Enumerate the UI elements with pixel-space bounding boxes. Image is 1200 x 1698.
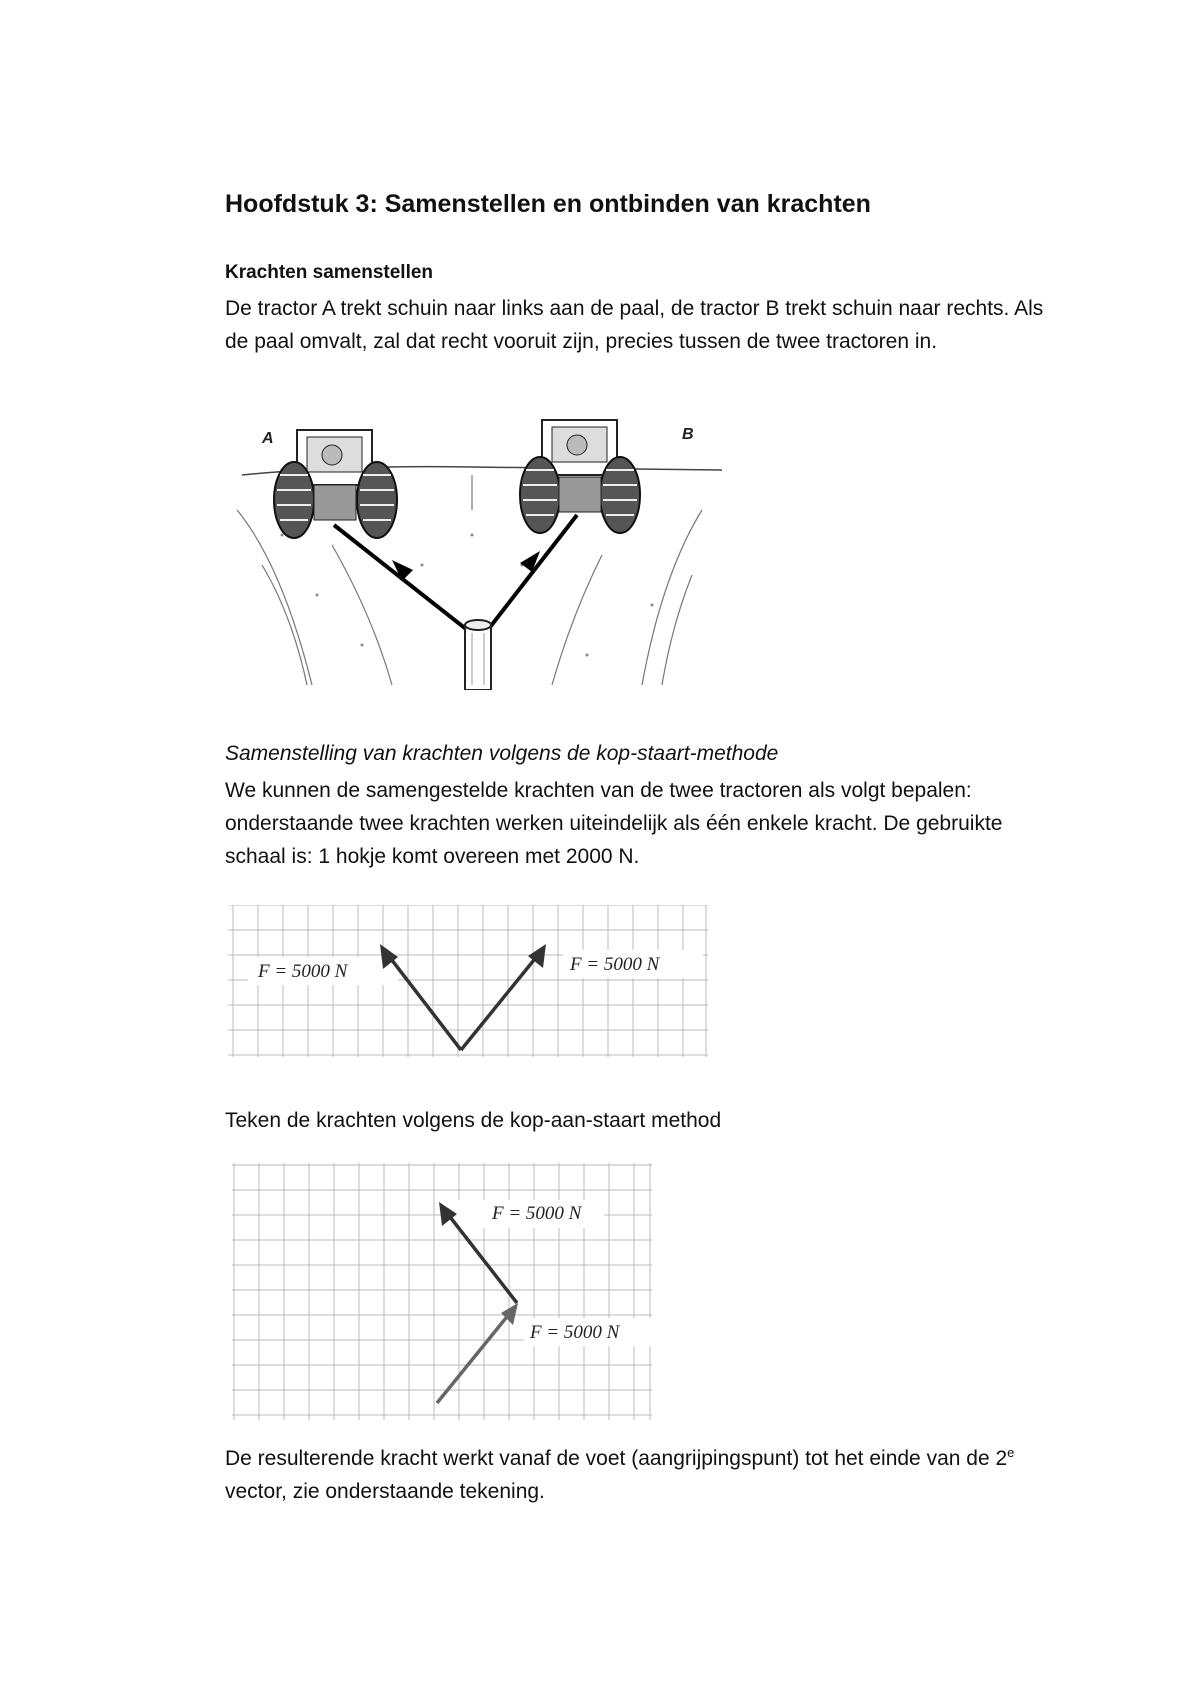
page-title: Hoofdstuk 3: Samenstellen en ontbinden van krachten — [225, 190, 871, 218]
tractor-illustration — [222, 415, 732, 690]
tractor-b-drawing — [520, 420, 694, 533]
pole-drawing — [465, 620, 491, 690]
force-label-right: F = 5000 N — [570, 954, 660, 975]
force-label-left: F = 5000 N — [258, 961, 348, 982]
intro-paragraph: De tractor A trekt schuin naar links aan de paal, de tractor B trekt schuin naar rechts. Als de paal omvalt, zal dat recht vooruit zijn, precies tussen de twee tractoren in. — [225, 297, 1044, 353]
conclusion-text-part1: De resulterende kracht werkt vanaf de voet (aangrijpingspunt) tot het einde van de 2 — [225, 1447, 1008, 1470]
force-diagram-head-to-tail — [232, 1163, 652, 1420]
conclusion-text-part2: vector, zie onderstaande tekening. — [225, 1480, 545, 1503]
force-diagram-parallel — [228, 905, 708, 1057]
tractor-label-b: B — [682, 426, 694, 443]
conclusion-paragraph — [225, 1436, 1015, 1508]
force-label-bottom: F = 5000 N — [530, 1322, 620, 1343]
explanation-paragraph: We kunnen de samengestelde krachten van de twee tractoren als volgt bepalen: onderstaande twee krachten werken uiteindelijk als één enkele kracht. De gebruikte schaal is: 1 hokje komt overeen met 2000 N. — [225, 779, 1003, 868]
force-vector-right — [461, 955, 538, 1050]
instruction-text: Teken de krachten volgens de kop-aan-staart method — [225, 1109, 722, 1132]
section-heading-krachten-samenstellen: Krachten samenstellen — [225, 262, 434, 283]
section-heading-kop-staart: Samenstelling van krachten volgens de kop-staart-methode — [225, 742, 779, 765]
force-vector-left — [388, 955, 461, 1050]
force-label-top: F = 5000 N — [492, 1203, 582, 1224]
rope-to-tractor-a — [334, 525, 480, 640]
tractor-a-drawing — [261, 430, 397, 538]
tractor-label-a: A — [262, 430, 274, 447]
rope-to-tractor-b — [480, 515, 577, 640]
conclusion-superscript: e — [1007, 1445, 1015, 1460]
rope-a-arrowhead — [392, 560, 413, 581]
